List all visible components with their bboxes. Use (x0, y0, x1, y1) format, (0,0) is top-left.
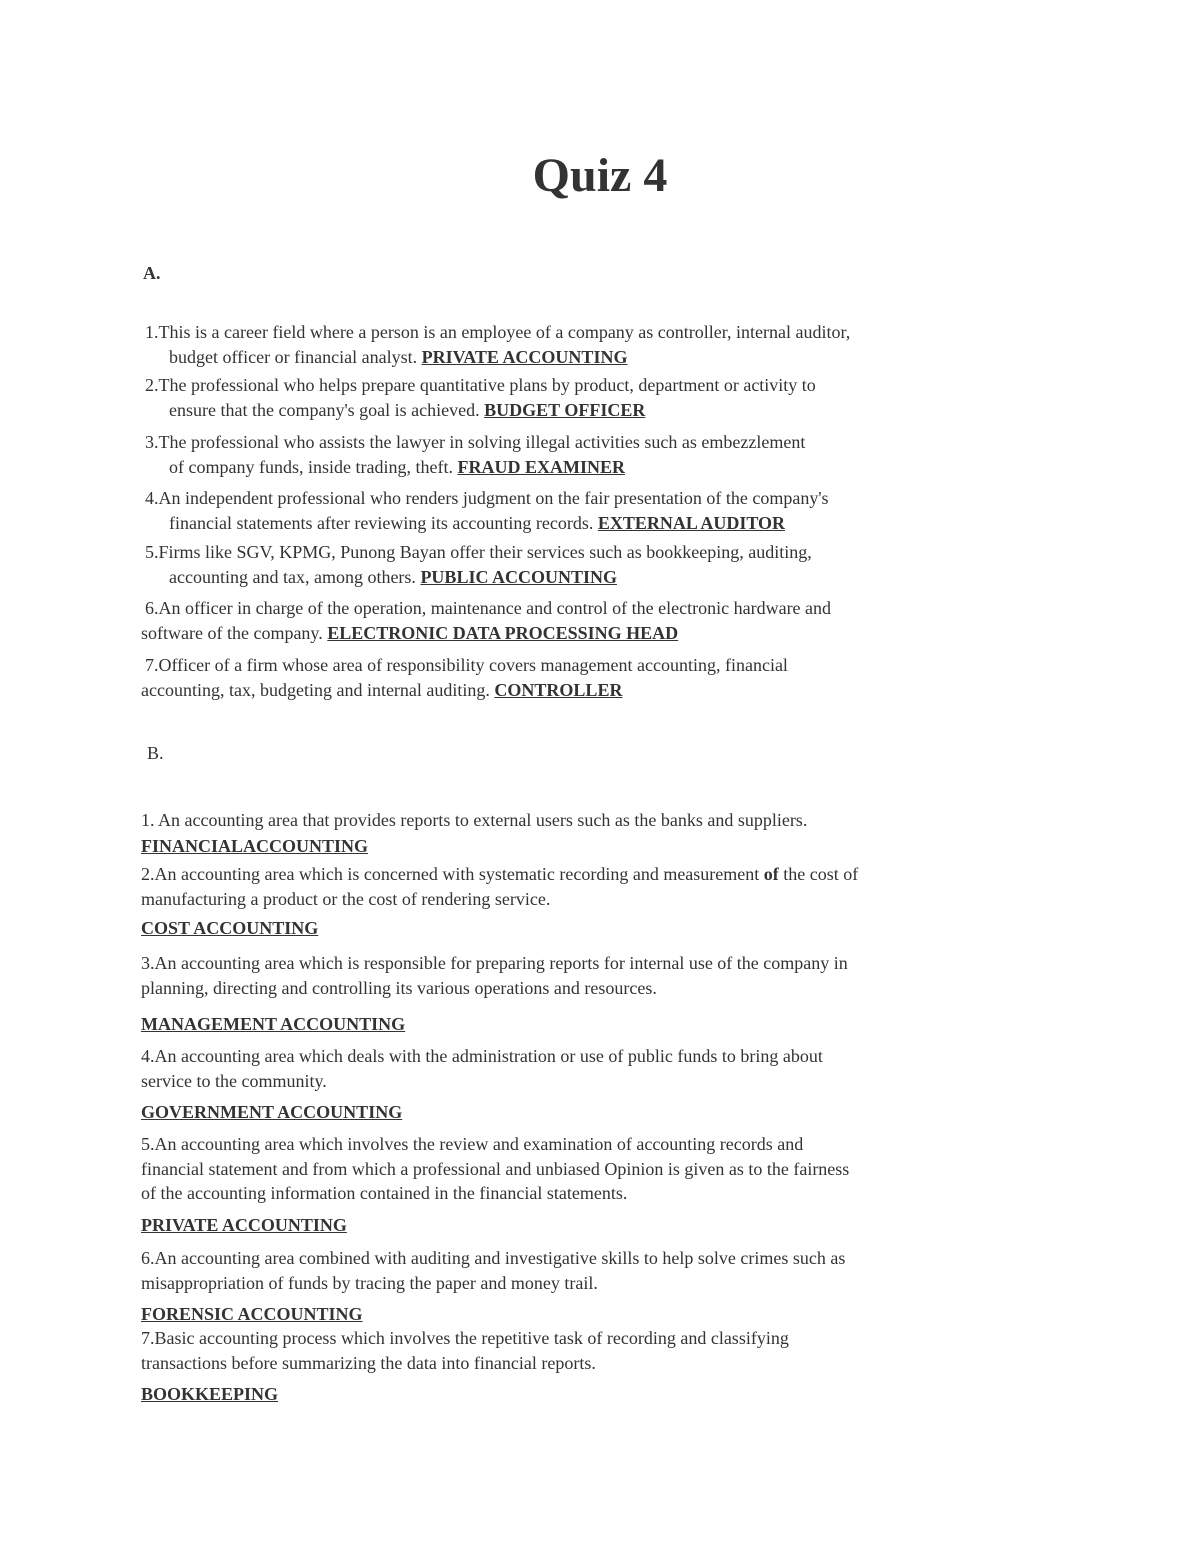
question-b4-line2: service to the community. (141, 1070, 327, 1091)
section-b-label: B. (147, 743, 164, 763)
question-a6-line2 (141, 621, 831, 646)
question-a7-line1: 7.Officer of a firm whose area of responsibility covers management accounting, financial (145, 655, 788, 675)
question-a1-line1: 1.This is a career field where a person is an employee of a company as controller, internal auditor, (145, 322, 851, 342)
question-a7-line2 (141, 678, 788, 703)
question-a3 (145, 430, 805, 479)
question-a1-text: budget officer or financial analyst. (169, 346, 422, 367)
question-b7 (141, 1326, 789, 1375)
question-a2 (145, 373, 816, 422)
question-b2-line1b: the cost of (778, 864, 859, 884)
answer-a7: CONTROLLER (494, 679, 623, 700)
question-b7-line2: transactions before summarizing the data into financial reports. (141, 1352, 596, 1373)
question-b2-line1 (141, 862, 858, 887)
question-b6 (141, 1246, 845, 1295)
answer-b3: MANAGEMENT ACCOUNTING (141, 1014, 406, 1034)
question-b5-line2: financial statement and from which a professional and unbiased Opinion is given as to the fairness (141, 1158, 850, 1179)
section-a-label: A. (143, 263, 161, 283)
answer-a6: ELECTRONIC DATA PROCESSING HEAD (327, 622, 679, 643)
question-a5-text: accounting and tax, among others. (169, 566, 421, 587)
question-b6-line2: misappropriation of funds by tracing the paper and money trail. (141, 1272, 598, 1293)
question-a6-line1: 6.An officer in charge of the operation, maintenance and control of the electronic hardware and (145, 598, 832, 618)
question-a3-line2 (145, 455, 805, 480)
question-b2-bold-word: of (763, 864, 779, 884)
question-a5 (145, 540, 812, 589)
question-b1 (141, 808, 807, 833)
question-a3-text: of company funds, inside trading, theft. (169, 456, 458, 477)
question-b5-line1: 5.An accounting area which involves the review and examination of accounting records and (141, 1134, 804, 1154)
question-a2-line1: 2.The professional who helps prepare quantitative plans by product, department or activity to (145, 375, 816, 395)
answer-b2: COST ACCOUNTING (141, 918, 319, 938)
question-a4-text: financial statements after reviewing its accounting records. (169, 512, 598, 533)
question-b3-line2: planning, directing and controlling its various operations and resources. (141, 977, 657, 998)
question-a2-line2 (145, 398, 816, 423)
page-title: Quiz 4 (532, 149, 668, 202)
question-a7-text: accounting, tax, budgeting and internal auditing. (141, 679, 495, 700)
answer-b5: PRIVATE ACCOUNTING (141, 1215, 347, 1235)
question-a7 (141, 653, 788, 702)
answer-a2: BUDGET OFFICER (484, 399, 646, 420)
answer-b7: BOOKKEEPING (141, 1384, 279, 1404)
question-b2-line1a: 2.An accounting area which is concerned with systematic recording and measurement (141, 864, 764, 884)
question-a4 (145, 486, 829, 535)
answer-b6: FORENSIC ACCOUNTING (141, 1304, 363, 1324)
question-a5-line2 (145, 565, 812, 590)
question-a4-line1: 4.An independent professional who renders judgment on the fair presentation of the company's (145, 488, 829, 508)
answer-a3: FRAUD EXAMINER (457, 456, 625, 477)
answer-a5: PUBLIC ACCOUNTING (420, 566, 617, 587)
answer-b4: GOVERNMENT ACCOUNTING (141, 1102, 403, 1122)
question-b2-line2: manufacturing a product or the cost of rendering service. (141, 888, 551, 909)
question-b5 (141, 1132, 849, 1206)
question-a1-line2 (145, 345, 850, 370)
question-b3 (141, 951, 848, 1000)
question-b3-line1: 3.An accounting area which is responsible for preparing reports for internal use of the company in (141, 953, 848, 973)
answer-a1: PRIVATE ACCOUNTING (421, 346, 628, 367)
question-a3-line1: 3.The professional who assists the lawyer in solving illegal activities such as embezzlement (145, 432, 806, 452)
answer-a4: EXTERNAL AUDITOR (597, 512, 786, 533)
answer-b1: FINANCIALACCOUNTING (141, 836, 369, 856)
question-a1 (145, 320, 850, 369)
question-a6 (141, 596, 831, 645)
question-b7-line1: 7.Basic accounting process which involves the repetitive task of recording and classifying (141, 1328, 789, 1348)
question-a6-text: software of the company. (141, 622, 328, 643)
question-b5-line3: of the accounting information contained in the financial statements. (141, 1183, 628, 1203)
question-b1-line1: 1. An accounting area that provides reports to external users such as the banks and suppliers. (141, 810, 808, 830)
question-a2-text: ensure that the company's goal is achieved. (169, 399, 485, 420)
question-b6-line1: 6.An accounting area combined with auditing and investigative skills to help solve crimes such as (141, 1248, 846, 1268)
question-b4-line1: 4.An accounting area which deals with the administration or use of public funds to bring about (141, 1046, 823, 1066)
question-b4 (141, 1044, 823, 1093)
question-b2 (141, 862, 858, 911)
question-a5-line1: 5.Firms like SGV, KPMG, Punong Bayan offer their services such as bookkeeping, auditing, (145, 542, 812, 562)
question-a4-line2 (145, 511, 829, 536)
